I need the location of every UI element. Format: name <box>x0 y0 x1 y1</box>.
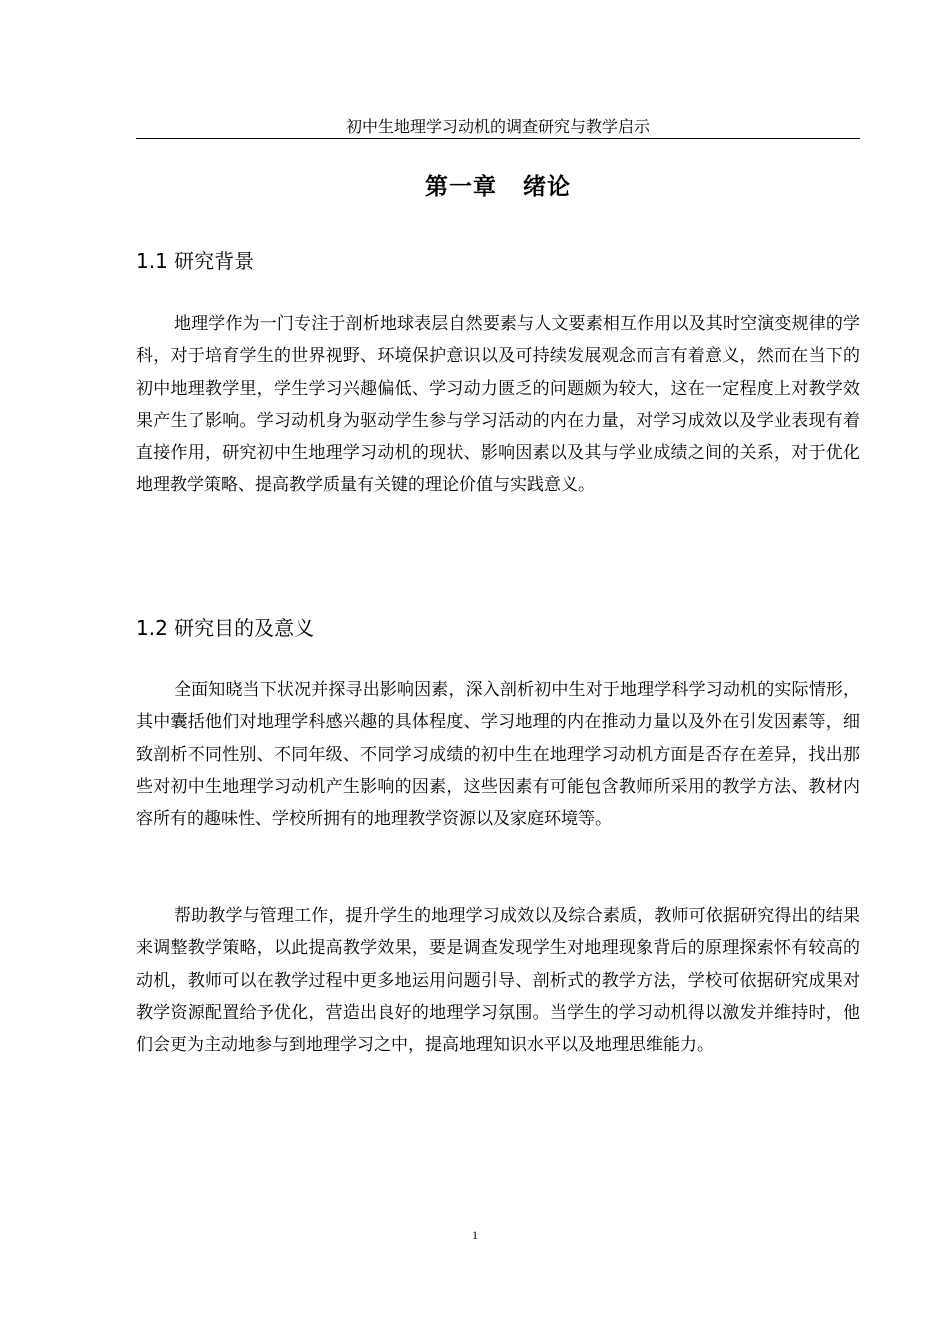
chapter-number: 第一章 <box>425 174 497 200</box>
paragraph-research-significance: 帮助教学与管理工作，提升学生的地理学习成效以及综合素质，教师可依据研究得出的结果来调整教学策略，以此提高教学效果，要是调查发现学生对地理现象背后的原理探索怀有较高的动机，教师可以在教学过程中更多地运用问题引导、剖析式的教学方法，学校可依据研究成果对教学资源配置给予优化，营造出良好的地理学习氛围。当学生的学习动机得以激发并维持时，他们会更为主动地参与到地理学习之中，提高地理知识水平以及地理思维能力。 <box>136 906 860 1056</box>
chapter-name: 绪论 <box>523 174 571 200</box>
paragraph-research-background: 地理学作为一门专注于剖析地球表层自然要素与人文要素相互作用以及其时空演变规律的学科，对于培育学生的世界视野、环境保护意识以及可持续发展观念而言有着意义，然而在当下的初中地理教学里，学生学习兴趣偏低、学习动力匮乏的问题颇为较大，这在一定程度上对教学效果产生了影响。学习动机身为驱动学生参与学习活动的内在力量，对学习成效以及学业表现有着直接作用，研究初中生地理学习动机的现状、影响因素以及其与学业成绩之间的关系，对于优化地理教学策略、提高教学质量有关键的理论价值与实践意义。 <box>136 314 860 496</box>
section-heading-1-2: 1.2 研究目的及意义 <box>136 616 315 640</box>
chapter-title <box>136 170 860 204</box>
header-rule <box>136 138 860 139</box>
paragraph-research-purpose: 全面知晓当下状况并探寻出影响因素，深入剖析初中生对于地理学科学习动机的实际情形，其中囊括他们对地理学科感兴趣的具体程度、学习地理的内在推动力量以及外在引发因素等，细致剖析不同性别、不同年级、不同学习成绩的初中生在地理学习动机方面是否存在差异，找出那些对初中生地理学习动机产生影响的因素，这些因素有可能包含教师所采用的教学方法、教材内容所有的趣味性、学校所拥有的地理教学资源以及家庭环境等。 <box>136 680 860 830</box>
running-header: 初中生地理学习动机的调查研究与教学启示 <box>345 117 650 136</box>
page-number: 1 <box>472 1228 478 1242</box>
section-heading-1-1: 1.1 研究背景 <box>136 249 255 273</box>
